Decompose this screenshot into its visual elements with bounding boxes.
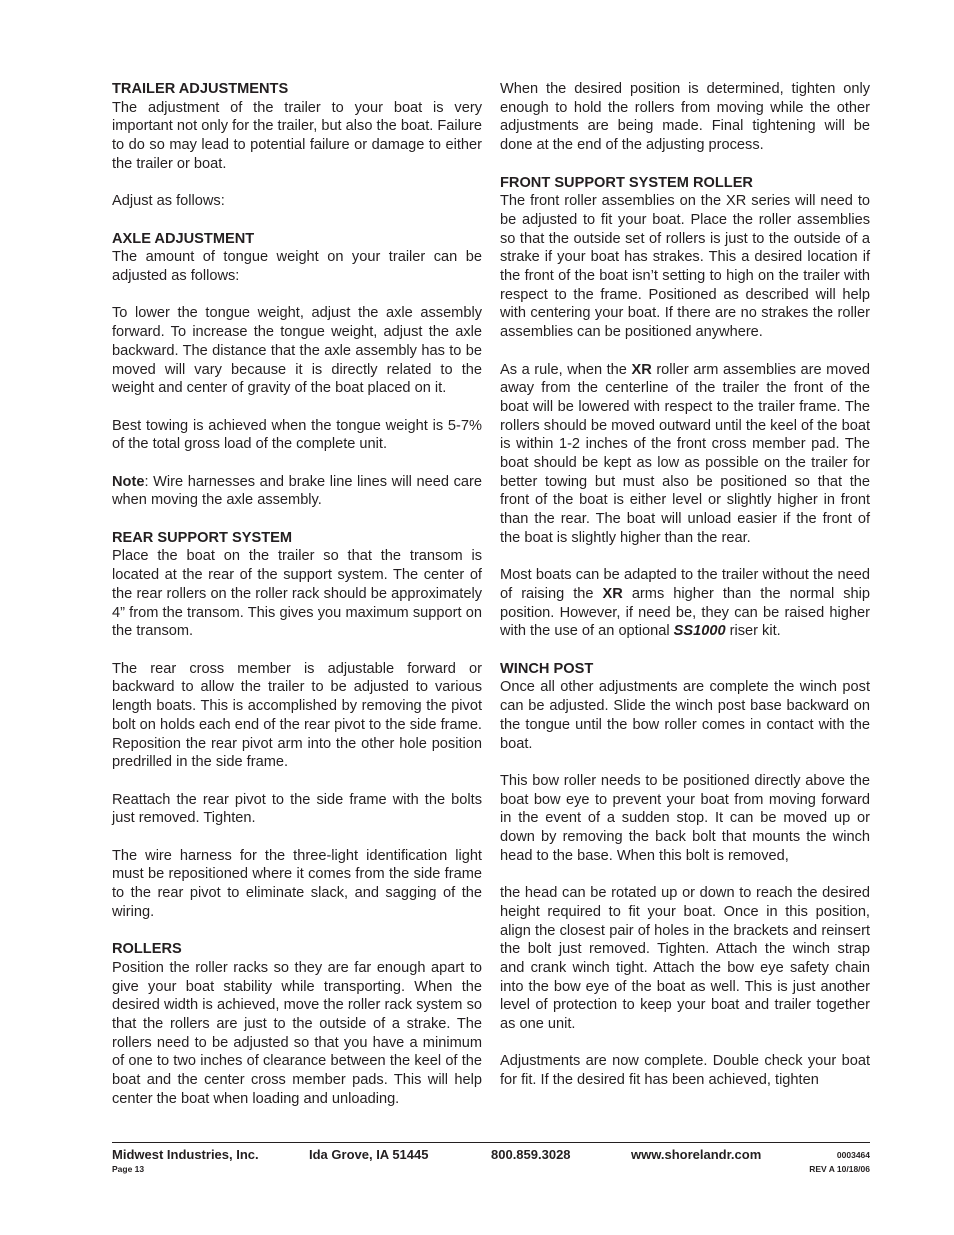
reattach-pivot-paragraph: Reattach the rear pivot to the side frame with the bolts just removed. Tighten. (112, 791, 482, 827)
trailer-adjustments-heading: TRAILER ADJUSTMENTS (112, 81, 289, 97)
trailer-adjustments-section (112, 80, 482, 174)
wire-harness-paragraph: The wire harness for the three-light identification light must be repositioned where it comes from the side frame to the rear pivot to eliminate slack, and sagging of the wiring. (112, 847, 482, 920)
winch-post-section (500, 660, 870, 754)
front-support-heading: FRONT SUPPORT SYSTEM ROLLER (500, 174, 753, 191)
as-a-rule-text-a: As a rule, when the (500, 361, 632, 378)
footer-company: Midwest Industries, Inc. (112, 1147, 259, 1162)
adjust-as-follows-paragraph: Adjust as follows: (112, 193, 225, 210)
left-column (112, 80, 482, 1109)
front-support-section (500, 174, 870, 342)
desired-position-paragraph: When the desired position is determined, tighten only enough to hold the rollers from moving while the other adjustments are being made. Final tightening will be done at the end of the adjusting process. (500, 81, 870, 154)
adjustments-complete-paragraph: Adjustments are now complete. Double check your boat for fit. If the desired fit has been achieved, tighten (500, 1053, 870, 1089)
footer-phone: 800.859.3028 (491, 1147, 571, 1162)
bow-roller-paragraph: This bow roller needs to be positioned directly above the boat bow eye to prevent your boat from moving forward in the event of a sudden stop. It can be moved up or down by removing the back bolt that mounts the winch head to the base. When this bolt is removed, (500, 772, 870, 864)
rollers-paragraph: Position the roller racks so they are far enough apart to give your boat stability while transporting. When the desired width is achieved, move the roller rack system so that the rollers are just to the outside of a strake. The rollers need to be adjusted so that you have a minimum of one to two inches of clearance between the keel of the boat and the center cross member pads. This will help center the boat when loading and unloading. (112, 959, 482, 1107)
most-boats-text-b: arms higher than the normal ship position. However, if need be, they can be raised higher with the use of an optional (500, 585, 870, 640)
rollers-heading: ROLLERS (112, 941, 182, 958)
as-a-rule-text-b: roller arm assemblies are moved away from the centerline of the trailer the front of the boat will be lowered with respect to the trailer frame. The rollers should be moved outward until the keel of the boat is within 1-2 inches of the front cross member pad. The boat should be kept as low as possible on the trailer for better towing but must also be positioned so that the front of the boat is either level or slightly higher in front than the rear. The boat will unload easier if the front of the boat is slightly higher than the rear. (500, 361, 870, 546)
most-boats-text-c: riser kit. (725, 623, 781, 640)
most-boats-text-a: Most boats can be adapted to the trailer without the need of raising the (500, 567, 870, 602)
rear-support-section (112, 529, 482, 641)
right-column (500, 80, 870, 1090)
rear-support-heading: REAR SUPPORT SYSTEM (112, 529, 293, 546)
xr-term: XR (631, 361, 652, 378)
xr-term: XR (602, 585, 623, 602)
most-boats-paragraph (500, 566, 870, 641)
front-support-paragraph: The front roller assemblies on the XR series will need to be adjusted to fit your boat. Place the roller assemblies so that the outside set of rollers is just to the outside of a strake if your boat has strakes. This a desired location if the front of the boat isn’t setting to high on the trailer with respect to the frame. Positioned as described will help with centering your boat. If there are no strakes the roller assemblies can be positioned anywhere. (500, 193, 870, 341)
rear-cross-member-paragraph: The rear cross member is adjustable forward or backward to allow the trailer to be adjusted to various length boats. This is accomplished by removing the pivot bolt on holds each end of the rear pivot to the side frame. Reposition the rear pivot arm into the other hole position predrilled in the side frame. (112, 660, 482, 771)
footer-doc-number: 0003464 (836, 1150, 870, 1160)
footer-divider (112, 1142, 870, 1143)
winch-post-heading: WINCH POST (500, 660, 594, 677)
page-footer (112, 1147, 870, 1187)
axle-adjustment-heading: AXLE ADJUSTMENT (112, 230, 255, 247)
best-towing-paragraph: Best towing is achieved when the tongue weight is 5-7% of the total gross load of the complete unit. (112, 417, 482, 453)
as-a-rule-paragraph (500, 361, 870, 548)
axle-adjustment-section (112, 230, 482, 286)
winch-post-paragraph: Once all other adjustments are complete the winch post can be adjusted. Slide the winch post base backward on the tongue until the bow roller comes in contact with the boat. (500, 679, 870, 752)
trailer-adjustments-paragraph: The adjustment of the trailer to your boat is very important not only for the trailer, but also the boat. Failure to do so may lead to potential failure or damage to either the trailer or boat. (112, 99, 482, 172)
rollers-section (112, 940, 482, 1108)
note-label: Note (112, 473, 145, 490)
footer-revision: REV A 10/18/06 (809, 1164, 870, 1174)
ss1000-term: SS1000 (673, 623, 726, 640)
footer-website: www.shorelandr.com (631, 1147, 762, 1162)
axle-adjustment-paragraph: The amount of tongue weight on your trailer can be adjusted as follows: (112, 249, 482, 284)
head-rotation-paragraph: the head can be rotated up or down to reach the desired height required to fit your boat. Once in this position, align the closest pair of holes in the brackets and reinsert the bolt just removed. Tighten. Attach the winch strap and crank winch tight. Attach the bow eye safety chain into the bow eye of the boat as well. This is just another level of protection to keep your boat and trailer together as one unit. (500, 885, 870, 1033)
footer-city: Ida Grove, IA 51445 (309, 1147, 429, 1162)
tongue-weight-paragraph: To lower the tongue weight, adjust the axle assembly forward. To increase the tongue weight, adjust the axle backward. The distance that the axle assembly has to be moved will vary because it is directly related to the weight and center of gravity of the boat placed on it. (112, 305, 482, 397)
rear-support-paragraph: Place the boat on the trailer so that the transom is located at the rear of the support system. The center of the rear rollers on the roller rack should be approximately 4” from the transom. This gives you maximum support on the transom. (112, 548, 482, 640)
footer-page-number: Page 13 (112, 1164, 145, 1174)
note-text: : Wire harnesses and brake line lines will need care when moving the axle assembly. (112, 473, 482, 509)
note-paragraph (112, 473, 482, 510)
